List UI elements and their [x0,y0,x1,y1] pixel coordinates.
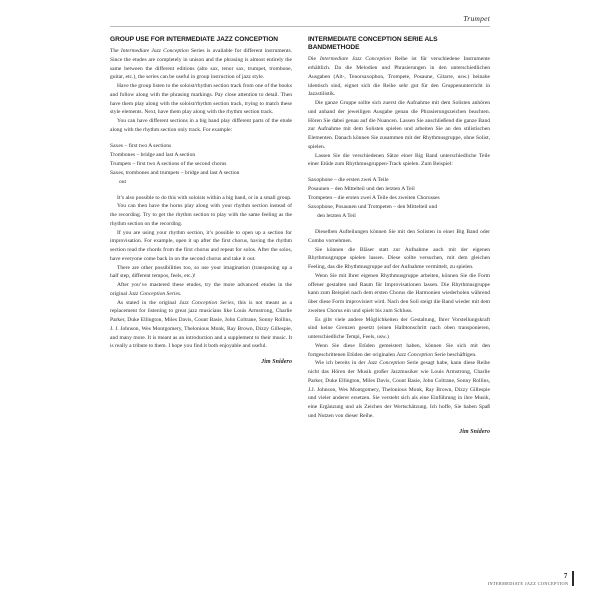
german-section-title: INTERMEDIATE CONCEPTION SERIE ALS BANDMETHODE [308,36,438,52]
german-paragraph-1 [308,55,490,99]
header-rule [110,26,490,27]
footer-rule [572,571,574,586]
series-title-mention: Jazz Conception [396,351,433,358]
column-english [110,36,292,365]
list-item: Saxes, trombones and trumpets – bridge and last A section [110,169,240,176]
english-p1-lead: The [110,48,121,55]
list-item: out [119,178,127,185]
list-item: Saxophone, Posaunen und Trompeten – den Mittelteil und [308,204,438,211]
german-paragraph-3: Lassen Sie die verschiedenen Sätze einer Big Band unterschiedliche Teile einer Etüde zum Rhythmusgruppen-Track spielen. Zum Beispiel: [308,152,490,168]
english-signature: Jim Snidero [261,359,292,366]
german-paragraph-7: Es gibt viele andere Möglichkeiten der Gestaltung, Ihrer Vorstellungskraft sind keine Grenzen gesetzt (einen Halbtonschritt nach oben transponieren, unterschiedliche Tempi, Feels, usw.) [308,316,490,341]
page-content [110,14,490,435]
german-p9-lead: Wie ich bereits in der [315,360,368,367]
german-paragraph-2: Die ganze Gruppe sollte sich zuerst die Aufnahme mit dem Solisten anhören und anhand der jeweiligen Ausgabe genau die Phrasierungszeichen beachten. Hören Sie dabei genau auf die Nuancen. Lassen Sie anschließend die ganze Band zur Aufnahme mit dem Solisten spielen und arbeiten Sie an den stilistischen Elementen. Danach können Sie zusammen mit der Rhythmusgruppe, ohne Solist, spielen. [308,100,490,150]
english-paragraph-4: It’s also possible to do this with soloists within a big band, or in a small group. [117,194,292,201]
german-p9-rest: Serie gesagt habe, kann diese Reihe nicht das Hören der Musik großer Jazzmusiker wie Louis Armstrong, Charlie Parker, Duke Ellington, Miles Davis, Count Basie, John Coltrane, Sonny Rollins, J.J. Johnson, Wes Montgomery, Thelonious Monk, Ray Brown, Dizzy Gillespie und vieler anderer ersetzen. Sie versteht sich als eine Einführung in ihre Musik, eine Ergänzung und als Zeichen der Wertschätzung. Ich hoffe, Sie haben Spaß und Nutzen von dieser Reihe. [308,360,490,419]
footer-book-title: INTERMEDIATE JAZZ CONCEPTION [487,580,569,586]
series-title-mention: Intermediate Jazz Conception [120,48,189,55]
english-paragraph-5: You can then have the horns play along with your rhythm section instead of the recording. Try to get the rhythm section to play with the same feeling as the rhythm section on the recording. [110,203,292,227]
english-paragraph-3: You can have different sections in a big band play different parts of the etude along with the rhythm section only track. For example: [110,118,292,133]
list-item: Saxophone – die ersten zwei A Teile [308,177,389,184]
german-signature: Jim Snidero [459,428,490,435]
german-p1-lead: Die [308,56,320,63]
german-p8-lead: Wenn Sie diese Etüden gemeistert haben, können Sie sich mit den fortgeschrittenen Etüden der originalen [308,342,490,358]
german-p8-rest: Serie beschäftigen. [432,351,477,358]
page-footer [488,571,574,586]
two-column-body [110,36,490,435]
running-head: Trumpet [463,14,490,23]
list-item: Trumpets – first two A sections of the second chorus [110,160,227,167]
series-title-mention: Jazz Conception Series [179,299,234,306]
column-german [308,36,490,435]
list-item: Saxes – first two A sections [110,142,172,149]
german-section-list [308,176,490,221]
english-p1-rest: Series is available for different instruments. Since the etudes are completely in unison and the phrasing is almost entirely the same between the different editions (alto sax, tenor sax, trumpet, trombone, guitar, etc.), the series can be useful in group instruction of jazz style. [110,48,292,81]
footer-text-group [488,573,569,586]
english-paragraph-7: There are other possibilities too, so use your imagination (transposing up a half step, different tempos, feels, etc.)! [110,264,292,280]
list-item: Trombones – bridge and last A section [110,151,196,158]
english-p8-lead: After you’ve mastered these etudes, try the more advanced etudes in the original [110,282,292,297]
english-paragraph-8 [110,281,292,299]
english-paragraph-1 [110,47,292,82]
list-item: den letzten A Teil [317,213,356,220]
english-paragraph-6: If you are using your rhythm section, it’s possible to open up a section for improvisation. For example, open it up after the first chorus, having the rhythm section read the chords from the first chorus and repeat for solos. After the solos, have everyone come back in on the second chorus and take it out. [110,229,292,262]
series-title-mention: Jazz Conception [367,360,405,367]
english-p8-rest: . [180,290,182,297]
english-section-list [110,142,292,187]
german-paragraph-5: Sie können die Bläser statt zur Aufnahme auch mit der eigenen Rhythmusgruppe spielen lassen. Diese sollte versuchen, mit dem gleichen Feeling, das die Rhythmusgruppe auf der Aufnahme vermittelt, zu spielen. [308,246,490,271]
page-number: 7 [563,571,568,580]
english-paragraph-2: Have the group listen to the soloist/rhythm section track from one of the books and follow along with the phrasing markings. Pay close attention to detail. Then have them play along with the soloist/rhythm section track, trying to match these style elements. Next, have them play along with the rhythm section track. [110,83,292,116]
german-paragraph-6: Wenn Sie mit Ihrer eigenen Rhythmusgruppe arbeiten, können Sie die Form offener gestalten und Raum für Improvisationen lassen. Die Rhythmusgruppe kann zum Beispiel nach dem ersten Chorus die Harmonien wiederholen während über diese Form improvisiert wird. Nach den Soli steigt die Band wieder mit dem zweiten Chorus ein und spielt bis zum Schluss. [308,272,490,314]
german-paragraph-8 [308,342,490,360]
german-paragraph-4: Dieselben Aufteilungen können Sie mit den Solisten in einer Big Band oder Combo vornehmen. [308,229,490,244]
english-section-title: GROUP USE FOR INTERMEDIATE JAZZ CONCEPTION [110,36,279,43]
german-paragraph-9 [308,359,490,420]
series-title-mention: Intermediate Jazz Conception [319,56,391,63]
english-paragraph-9 [110,299,292,352]
german-p1-rest: Reihe ist für verschiedene Instrumente erhältlich. Da die Melodien und Phrasierungen in den unterschiedlichen Ausgaben (Alt-, Tenorsaxophon, Trompete, Posaune, Gitarre, usw.) beinahe identisch sind, eignet sich die Reihe sehr gut für den Gruppenunterricht in Jazzstilistik. [308,56,490,98]
list-item: Trompeten – die ersten zwei A Teile des zweiten Chorusses [308,195,440,202]
english-p9-rest: , this is not meant as a replacement for listening to great jazz musicians like Louis Armstrong, Charlie Parker, Duke Ellington, Miles Davis, Count Basie, John Coltrane, Sonny Rollins, J. J. Johnson, Wes Montgomery, Thelonious Monk, Ray Brown, Dizzy Gillespie, and many more. It is meant as an introduction and a supplement to their music. It is really a tribute to them. I hope you find it both enjoyable and useful. [110,299,292,350]
english-p9-lead: As stated in the original [117,299,180,306]
list-item: Posaunen – den Mittelteil und den letzten A Teil [308,186,415,193]
series-title-mention: Jazz Conception Series [128,290,181,297]
